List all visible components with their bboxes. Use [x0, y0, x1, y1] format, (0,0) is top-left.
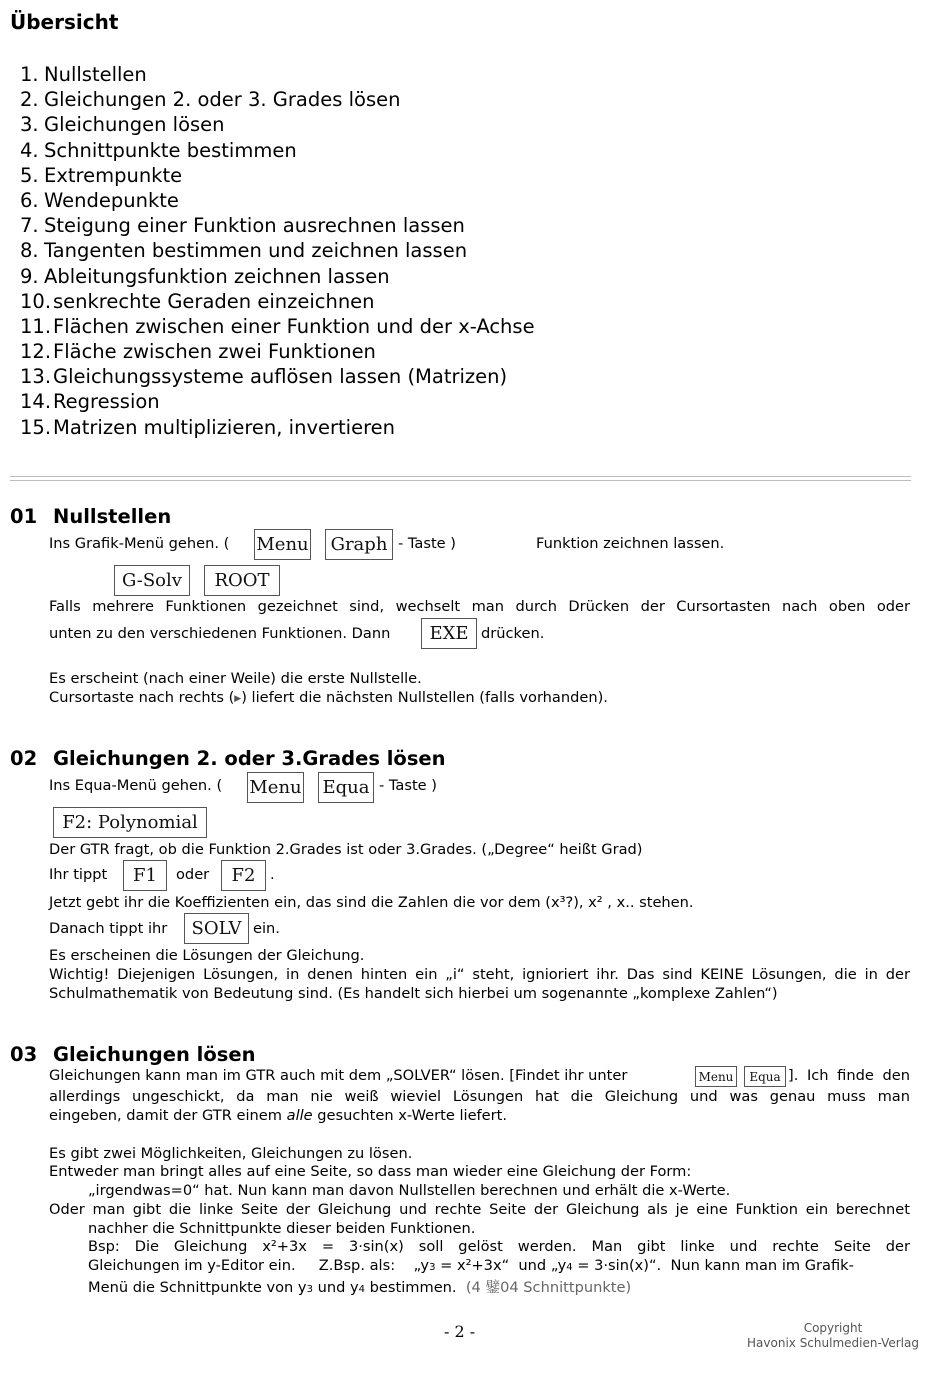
section-number: 03 — [10, 1043, 38, 1066]
toc-item — [20, 188, 535, 213]
text-line: . — [270, 866, 275, 883]
toc-label: Schnittpunkte bestimmen — [44, 138, 297, 162]
text-line: Wichtig! Diejenigen Lösungen, in denen hinten ein „i“ steht, ignioriert ihr. Das sind KEINE Lösungen, die in der — [49, 966, 910, 983]
text-fragment: Gleichungen im y-Editor ein. Z.Bsp. als: „y — [88, 1257, 430, 1274]
f1-key: F1 — [123, 860, 167, 891]
text-line: Falls mehrere Funktionen gezeichnet sind, wechselt man durch Drücken der Cursortasten nach oben oder — [49, 598, 910, 615]
text-line: Bsp: Die Gleichung x²+3x = 3·sin(x) soll gelöst werden. Man gibt linke und rechte Seite der — [88, 1238, 910, 1255]
text-line: - Taste ) — [398, 535, 456, 552]
subscript: 3 — [429, 1262, 436, 1273]
text-fragment: = x²+3x“ und „y — [435, 1257, 567, 1274]
toc-label: Steigung einer Funktion ausrechnen lassen — [44, 214, 465, 238]
toc-number: 6. — [20, 188, 39, 212]
text-fragment: bestimmen. — [365, 1279, 457, 1296]
text-line: Danach tippt ihr — [49, 920, 168, 937]
toc-item — [20, 389, 535, 414]
f2-key: F2 — [221, 860, 266, 891]
toc-number: 13. — [20, 365, 52, 389]
toc-number: 2. — [20, 88, 39, 112]
graph-key: Graph — [325, 529, 393, 560]
text-line: Gleichungen kann man im GTR auch mit dem „SOLVER“ lösen. [Findet ihr unter — [49, 1067, 628, 1084]
text-line: Entweder man bringt alles auf eine Seite, so dass man wieder eine Gleichung der Form: — [49, 1163, 692, 1180]
subscript: 4 — [358, 1284, 366, 1295]
text-fragment: Menü die Schnittpunkte von y — [88, 1279, 307, 1296]
cross-reference: (4 鐾04 Schnittpunkte) — [465, 1279, 632, 1296]
toc-item — [20, 112, 535, 137]
toc-number: 14. — [20, 390, 52, 414]
toc-item — [20, 415, 535, 440]
text-line — [88, 1276, 631, 1297]
toc-label: senkrechte Geraden einzeichnen — [53, 289, 375, 313]
text-line: Es erscheinen die Lösungen der Gleichung. — [49, 947, 365, 964]
text-line: nachher die Schnittpunkte dieser beiden Funktionen. — [88, 1220, 476, 1237]
toc-label: Wendepunkte — [44, 188, 179, 212]
text-line — [88, 1257, 910, 1274]
text-fragment: ) liefert die nächsten Nullstellen (falls vorhanden). — [241, 689, 608, 706]
text-line: Es gibt zwei Möglichkeiten, Gleichungen zu lösen. — [49, 1145, 413, 1162]
text-line: ]. Ich finde den — [788, 1067, 910, 1084]
table-of-contents — [20, 62, 535, 440]
toc-label: Fläche zwischen zwei Funktionen — [53, 340, 376, 364]
toc-number: 1. — [20, 63, 39, 86]
toc-label: Nullstellen — [44, 63, 147, 86]
menu-key: Menu — [254, 529, 311, 560]
section-heading-02 — [10, 747, 446, 770]
text-fragment: eingeben, damit der GTR einem — [49, 1107, 282, 1124]
toc-label: Flächen zwischen einer Funktion und der x-Achse — [53, 314, 535, 338]
text-line: Ins Grafik-Menü gehen. ( — [49, 535, 230, 552]
equa-key: Equa — [744, 1066, 786, 1087]
emphasis: alle — [286, 1107, 313, 1124]
text-line: Der GTR fragt, ob die Funktion 2.Grades ist oder 3.Grades. („Degree“ heißt Grad) — [49, 841, 643, 858]
text-line: allerdings ungeschickt, da man nie weiß wieviel Lösungen hat die Gleichung und was genau muss man — [49, 1088, 910, 1105]
subscript: 4 — [566, 1262, 573, 1273]
toc-item — [20, 138, 535, 163]
toc-number: 10. — [20, 289, 52, 313]
text-line: drücken. — [481, 625, 545, 642]
section-title: Gleichungen lösen — [53, 1043, 256, 1066]
toc-item — [20, 213, 535, 238]
root-key: ROOT — [204, 565, 280, 596]
menu-key: Menu — [695, 1066, 737, 1087]
text-line: Ihr tippt — [49, 866, 108, 883]
page-number: - 2 - — [444, 1322, 476, 1341]
toc-item — [20, 314, 535, 339]
g-solv-key: G-Solv — [114, 565, 190, 596]
text-line: - Taste ) — [379, 777, 437, 794]
section-title: Gleichungen 2. oder 3.Grades lösen — [53, 747, 446, 770]
text-line: oder — [176, 866, 210, 883]
toc-label: Gleichungen lösen — [44, 113, 225, 137]
toc-number: 15. — [20, 415, 52, 439]
text-fragment: gesuchten x-Werte liefert. — [317, 1107, 508, 1124]
toc-number: 3. — [20, 113, 39, 137]
section-number: 01 — [10, 505, 38, 528]
toc-label: Gleichungen 2. oder 3. Grades lösen — [44, 88, 401, 112]
toc-number: 9. — [20, 264, 39, 288]
equa-key: Equa — [318, 772, 374, 803]
section-heading-03 — [10, 1043, 255, 1066]
text-line: Oder man gibt die linke Seite der Gleichung und rechte Seite der Gleichung als je eine Funktion ein berechnet — [49, 1201, 910, 1218]
copyright-label: Copyright — [803, 1321, 863, 1335]
toc-item — [20, 163, 535, 188]
text-line — [49, 1107, 507, 1124]
text-line: „irgendwas=0“ hat. Nun kann man davon Nullstellen berechnen und erhält die x-Werte. — [88, 1182, 731, 1199]
text-line: ein. — [253, 920, 280, 937]
toc-item — [20, 264, 535, 289]
exe-key: EXE — [421, 618, 477, 649]
toc-label: Gleichungssysteme auflösen lassen (Matrizen) — [53, 365, 508, 389]
toc-number: 4. — [20, 138, 39, 162]
toc-label: Matrizen multiplizieren, invertieren — [53, 415, 396, 439]
toc-number: 11. — [20, 314, 52, 338]
section-title: Nullstellen — [53, 505, 172, 528]
text-line: Ins Equa-Menü gehen. ( — [49, 777, 223, 794]
toc-number: 8. — [20, 239, 39, 263]
toc-item — [20, 364, 535, 389]
menu-key: Menu — [247, 772, 304, 803]
toc-label: Regression — [53, 390, 160, 414]
text-line: unten zu den verschiedenen Funktionen. Dann — [49, 625, 391, 642]
toc-item — [20, 62, 535, 87]
subscript: 3 — [306, 1284, 313, 1295]
section-heading-01 — [10, 505, 171, 528]
text-line — [49, 689, 608, 706]
text-fragment: Cursortaste nach rechts ( — [49, 689, 235, 706]
toc-item — [20, 339, 535, 364]
text-fragment: = 3·sin(x)“. Nun kann man im Grafik- — [572, 1257, 854, 1274]
text-line: Funktion zeichnen lassen. — [536, 535, 725, 552]
text-fragment: und y — [312, 1279, 359, 1296]
f2-polynomial-key: F2: Polynomial — [53, 807, 207, 838]
page-title: Übersicht — [10, 10, 119, 34]
copyright-notice — [747, 1321, 919, 1351]
toc-label: Tangenten bestimmen und zeichnen lassen — [44, 239, 468, 263]
toc-number: 7. — [20, 214, 39, 238]
solv-key: SOLV — [184, 913, 249, 944]
toc-label: Extrempunkte — [44, 163, 183, 187]
text-line: Schulmathematik von Bedeutung sind. (Es handelt sich hierbei um sogenannte „komplexe Zahlen“) — [49, 985, 778, 1002]
text-line: Jetzt gebt ihr die Koeffizienten ein, das sind die Zahlen die vor dem (x³?), x² , x.. stehen. — [49, 894, 694, 911]
toc-item — [20, 238, 535, 263]
publisher-name: Havonix Schulmedien-Verlag — [747, 1336, 919, 1350]
toc-item — [20, 289, 535, 314]
toc-number: 12. — [20, 340, 52, 364]
divider — [10, 476, 911, 481]
toc-item — [20, 87, 535, 112]
text-line: Es erscheint (nach einer Weile) die erste Nullstelle. — [49, 670, 422, 687]
toc-label: Ableitungsfunktion zeichnen lassen — [44, 264, 390, 288]
right-arrow-icon: ▶ — [234, 694, 242, 704]
toc-number: 5. — [20, 163, 39, 187]
section-number: 02 — [10, 747, 38, 770]
